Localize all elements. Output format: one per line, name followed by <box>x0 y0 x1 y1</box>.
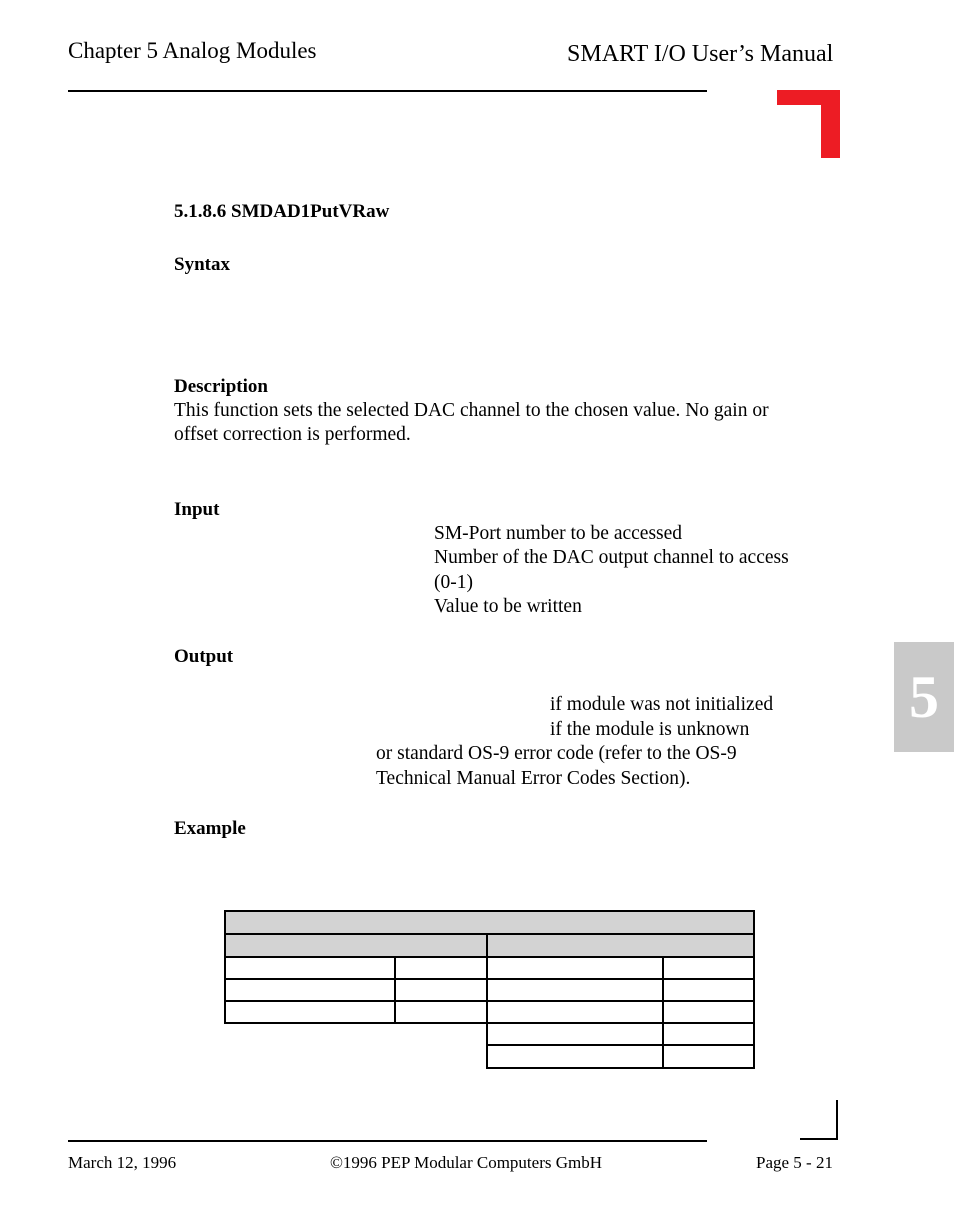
footer-corner-mark <box>800 1138 838 1140</box>
chapter-thumb-tab: 5 <box>894 642 954 752</box>
table-header-cell <box>224 933 488 958</box>
footer-date: March 12, 1996 <box>68 1153 177 1172</box>
output-heading: Output <box>174 646 234 667</box>
table-cell <box>486 1044 664 1069</box>
output-line: if module was not initialized <box>550 694 774 715</box>
table-cell <box>394 1000 488 1024</box>
table-cell <box>394 956 488 980</box>
table-cell <box>486 956 664 980</box>
input-line: Number of the DAC output channel to access <box>434 547 789 568</box>
output-line: Technical Manual Error Codes Section). <box>376 768 691 789</box>
section-title: 5.1.8.6 SMDAD1PutVRaw <box>174 201 390 222</box>
running-header-manual-title: SMART I/O User’s Manual <box>567 41 834 67</box>
corner-mark-side <box>821 90 840 158</box>
table-cell <box>662 1000 755 1024</box>
table-header-cell <box>224 910 755 935</box>
table-cell <box>662 978 755 1002</box>
footer-corner-mark <box>836 1100 838 1140</box>
output-line: if the module is unknown <box>550 719 750 740</box>
table-cell <box>662 1044 755 1069</box>
running-header-chapter: Chapter 5 Analog Modules <box>68 38 317 63</box>
footer-page-number: Page 5 - 21 <box>756 1153 833 1172</box>
input-line: SM-Port number to be accessed <box>434 523 683 544</box>
table-header-cell <box>486 933 755 958</box>
table-cell <box>662 1022 755 1046</box>
input-line: Value to be written <box>434 596 582 617</box>
table-cell <box>486 1022 664 1046</box>
footer-rule <box>68 1140 707 1142</box>
table-cell <box>224 1000 396 1024</box>
footer-copyright: ©1996 PEP Modular Computers GmbH <box>330 1153 603 1172</box>
table-cell <box>394 978 488 1002</box>
output-line: or standard OS-9 error code (refer to the OS-9 <box>376 743 737 764</box>
table-cell <box>486 978 664 1002</box>
syntax-heading: Syntax <box>174 254 230 275</box>
description-line: This function sets the selected DAC channel to the chosen value. No gain or <box>174 400 769 421</box>
example-heading: Example <box>174 818 246 839</box>
header-rule <box>68 90 707 92</box>
table-cell <box>224 978 396 1002</box>
table-cell <box>662 956 755 980</box>
table-cell <box>224 956 396 980</box>
description-line: offset correction is performed. <box>174 424 411 445</box>
description-heading: Description <box>174 376 268 397</box>
input-line: (0-1) <box>434 572 473 593</box>
input-heading: Input <box>174 499 220 520</box>
table-cell <box>486 1000 664 1024</box>
